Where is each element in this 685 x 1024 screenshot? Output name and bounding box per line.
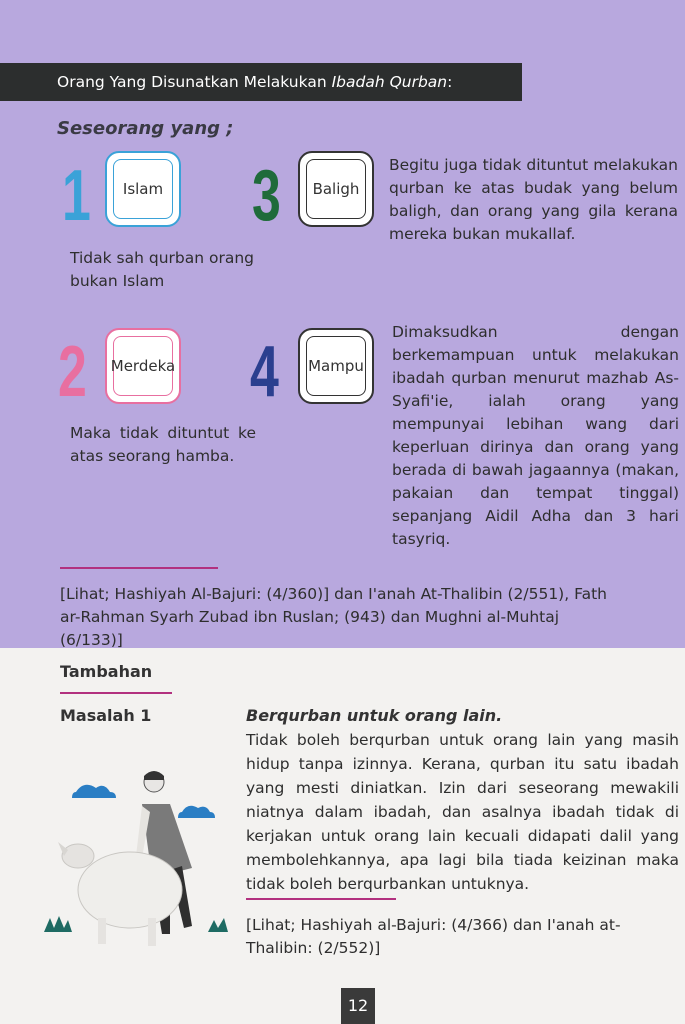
masalah-body: Tidak boleh berqurban untuk orang lain yang masih hidup tanpa izinnya. Kerana, qurban itu satu ibadah yang mesti diniatkan. Izin dari seseorang mewakili niatnya dalam ibadah, dan asalnya ibadah tidak di kerjakan untuk orang lain kecuali didapati dalil yang membolehkannya, apa lagi bila tiada keizinan maka tidak boleh berqurbankan untuknya.	[246, 731, 679, 893]
masalah-title: Berqurban untuk orang lain.	[246, 706, 503, 725]
desc-islam: Tidak sah qurban orang bukan Islam	[70, 249, 255, 290]
reference-2: [Lihat; Hashiyah al-Bajuri: (4/366) dan I'anah at-Thalibin: (2/552)]	[246, 916, 621, 957]
section-title-bar	[0, 63, 522, 101]
page-number: 12	[341, 988, 375, 1024]
label-baligh: Baligh	[312, 180, 360, 198]
label-islam: Islam	[122, 180, 164, 198]
title-colon: :	[447, 73, 453, 91]
number-2: 2	[58, 332, 87, 412]
label-mampu: Mampu	[308, 357, 364, 375]
label-merdeka: Merdeka	[110, 357, 176, 375]
desc-mampu: Dimaksudkan dengan berkemampuan untuk melakukan ibadah qurban menurut mazhab As-Syafi'ie, ialah orang yang mempunyai lebihan wang dari keperluan dirinya dan orang yang berada di bawah jagaannya (makan, pakaian dan tempat tinggal) sepanjang Aidil Adha dan 3 hari tasyriq.	[392, 323, 679, 548]
divider-line	[60, 567, 218, 569]
masalah-label: Masalah 1	[60, 706, 152, 725]
box-islam	[105, 151, 181, 227]
cloud-left-icon	[72, 785, 116, 798]
tambahan-heading: Tambahan	[60, 662, 153, 681]
desc-merdeka: Maka tidak dituntut ke atas seorang hamba.	[70, 424, 256, 465]
reference-1: [Lihat; Hashiyah Al-Bajuri: (4/360)] dan I'anah At-Thalibin (2/551), Fath ar-Rahman Syarh Zubad ibn Ruslan; (943) dan Mughni al-Muhtaj (6/133)]	[60, 585, 607, 649]
title-text: Orang Yang Disunatkan Melakukan	[57, 73, 332, 91]
number-3: 3	[252, 156, 281, 236]
cloud-right-icon	[178, 806, 215, 818]
box-baligh	[298, 151, 374, 227]
intro-text: Seseorang yang ;	[57, 118, 234, 139]
man-with-sheep-illustration	[40, 760, 240, 960]
box-merdeka	[105, 328, 181, 404]
number-4: 4	[250, 332, 279, 412]
reference-divider	[246, 898, 396, 900]
number-1: 1	[62, 156, 91, 236]
desc-baligh: Begitu juga tidak dituntut melakukan qurban ke atas budak yang belum baligh, dan orang yang gila kerana mereka bukan mukallaf.	[389, 156, 678, 243]
title-italic-text: Ibadah Qurban	[331, 73, 448, 91]
box-mampu	[298, 328, 374, 404]
tambahan-underline	[60, 692, 172, 694]
